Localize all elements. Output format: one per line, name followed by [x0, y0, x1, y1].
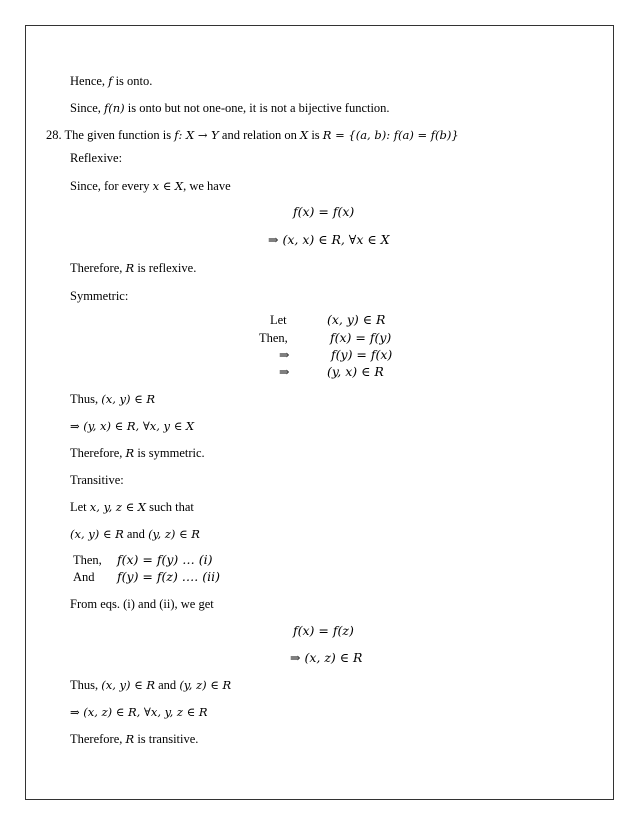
line-xz-in-r-forall: ⇒ (x, z) ∈ R, ∀x, y, z ∈ R [70, 705, 208, 719]
text: such that [145, 500, 194, 514]
line-thus-xy [70, 392, 155, 406]
line-not-bijective [70, 101, 390, 115]
math: f [174, 128, 179, 142]
question-28-line [46, 128, 459, 142]
math: X [300, 128, 309, 142]
equation-fx-eq-fz: f(x) = f(z) [293, 623, 354, 638]
sym-math-2: f(x) = f(y) [330, 330, 392, 345]
sym-label-implies-2: ⇒ [279, 365, 290, 379]
equation-xz-in-r: ⇒ (x, z) ∈ R [290, 650, 363, 665]
text: is symmetric. [134, 446, 205, 460]
sym-label-then: Then, [259, 331, 288, 345]
tr-math-2: f(y) = f(z) …. (ii) [117, 569, 220, 584]
math: R [125, 732, 135, 746]
text: , we have [183, 179, 231, 193]
line-reflexive-conclusion [70, 261, 196, 275]
line-for-every-x [70, 179, 231, 193]
math: f [108, 74, 113, 88]
text: Therefore, [70, 261, 126, 275]
line-transitive-conclusion [70, 732, 198, 746]
question-number: 28. [46, 128, 62, 142]
sym-math-4: (y, x) ∈ R [327, 364, 384, 379]
math: (x, y) ∈ R [101, 678, 155, 692]
text: Hence, [70, 74, 109, 88]
text: and [155, 678, 180, 692]
line-thus-xy-yz [70, 678, 231, 692]
math: (y, z) ∈ R [179, 678, 232, 692]
heading-reflexive: Reflexive: [70, 151, 123, 165]
text: Thus, [70, 392, 102, 406]
sym-math-1: (x, y) ∈ R [327, 312, 386, 327]
math: f(n) [104, 101, 125, 115]
text: is transitive. [134, 732, 199, 746]
text: The given function is [64, 128, 175, 142]
math: R [125, 261, 135, 275]
text: is onto. [112, 74, 153, 88]
text: and relation on [218, 128, 300, 142]
text: Therefore, [70, 446, 126, 460]
text: Since, for every [70, 179, 153, 193]
sym-label-let: Let [270, 313, 287, 327]
math: (x, y) ∈ R [70, 527, 124, 541]
math: x ∈ X [152, 179, 184, 193]
math: x, y, z ∈ X [89, 500, 146, 514]
tr-math-1: f(x) = f(y) … (i) [117, 552, 213, 567]
text: is reflexive. [134, 261, 197, 275]
heading-transitive: Transitive: [70, 473, 124, 487]
math: R = {(a, b): f(a) = f(b)} [322, 128, 459, 142]
text: Therefore, [70, 732, 126, 746]
line-symmetric-conclusion [70, 446, 205, 460]
math: (x, y) ∈ R [101, 392, 155, 406]
math: (y, z) ∈ R [148, 527, 200, 541]
heading-symmetric: Symmetric: [70, 289, 129, 303]
text: Thus, [70, 678, 102, 692]
line-xy-yz-in-r [70, 527, 200, 541]
sym-label-implies-1: ⇒ [279, 348, 290, 362]
equation-xx-in-r: ⇒ (x, x) ∈ R, ∀x ∈ X [268, 232, 390, 247]
text: is [308, 128, 323, 142]
text: is onto but not one-one, it is not a bijective function. [124, 101, 390, 115]
line-from-eqs: From eqs. (i) and (ii), we get [70, 597, 214, 611]
math: : X → Y [178, 128, 219, 142]
tr-label-then: Then, [73, 553, 102, 567]
text: Since, [70, 101, 105, 115]
sym-math-3: f(y) = f(x) [331, 347, 393, 362]
tr-label-and: And [73, 570, 95, 584]
equation-fx-eq-fx: f(x) = f(x) [293, 204, 355, 219]
line-hence-onto [70, 74, 152, 88]
line-let-xyz [70, 500, 194, 514]
math: R [125, 446, 135, 460]
text: and [123, 527, 149, 541]
text: Let [70, 500, 90, 514]
line-yx-in-r: ⇒ (y, x) ∈ R, ∀x, y ∈ X [70, 419, 195, 433]
